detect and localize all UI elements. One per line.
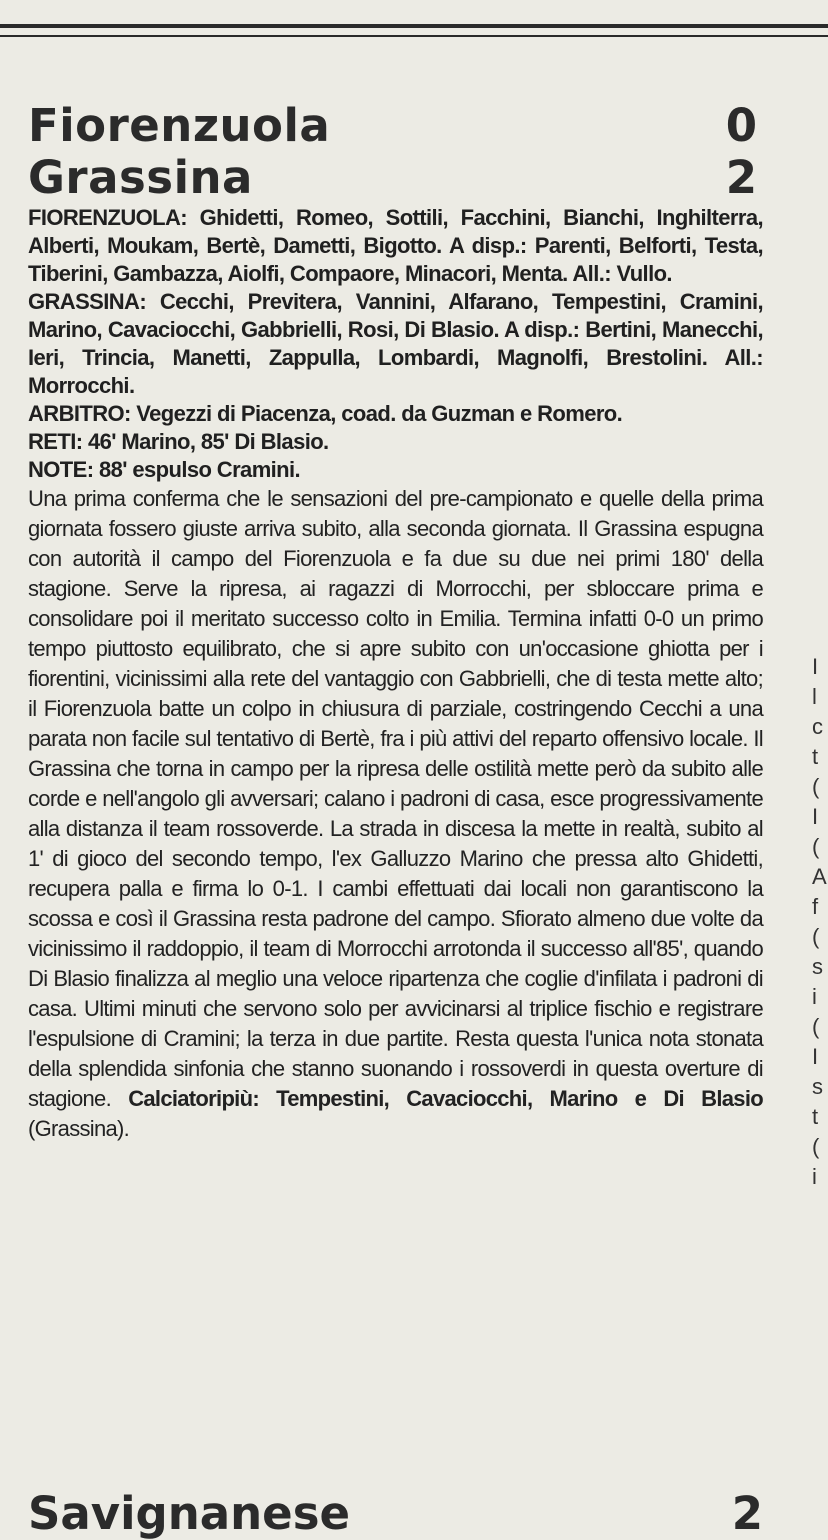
lineup-fiorenzuola: FIORENZUOLA: Ghidetti, Romeo, Sottili, Facchini, Bianchi, Inghilterra, Alberti, Moukam, Bertè, Dametti, Bigotto. A disp.: Parenti, Belforti, Testa, Tiberini, Gambazza, Aiolfi, Compaore, Minacori, Menta. All.: Vullo. <box>28 205 763 286</box>
edge-line: ( <box>812 1134 820 1159</box>
edge-line: s <box>812 1074 823 1099</box>
away-team-name: Grassina <box>28 151 253 204</box>
edge-line: A <box>812 864 827 889</box>
edge-line: t <box>812 744 819 769</box>
home-team-name: Fiorenzuola <box>28 99 331 152</box>
match-report <box>28 100 763 1144</box>
edge-line: f <box>812 894 819 919</box>
edge-line: t <box>812 1104 819 1129</box>
edge-line: c <box>812 714 823 739</box>
next-match-headline <box>28 1488 763 1540</box>
edge-line: l <box>812 684 817 709</box>
goals-line: RETI: 46' Marino, 85' Di Blasio. <box>28 429 329 454</box>
lineup-grassina: GRASSINA: Cecchi, Previtera, Vannini, Alfarano, Tempestini, Cramini, Marino, Cavaciocchi, Gabbrielli, Rosi, Di Blasio. A disp.: Bertini, Manecchi, Ieri, Trincia, Manetti, Zappulla, Lombardi, Magnolfi, Brestolini. All.: Morrocchi. <box>28 289 763 398</box>
edge-line: ( <box>812 924 820 949</box>
edge-line: ( <box>812 834 820 859</box>
next-match-team: Savignanese <box>28 1487 351 1540</box>
best-players: Calciatoripiù: Tempestini, Cavaciocchi, Marino e Di Blasio <box>128 1086 763 1111</box>
edge-line: I <box>812 804 819 829</box>
edge-line: i <box>812 1164 817 1189</box>
edge-line: i <box>812 984 817 1009</box>
edge-line: I <box>812 654 819 679</box>
best-players-team: (Grassina). <box>28 1116 130 1141</box>
article-body <box>28 484 763 1144</box>
top-rule <box>0 24 828 28</box>
edge-line: ( <box>812 1014 820 1039</box>
edge-line: I <box>812 1044 819 1069</box>
home-team-score: 0 <box>725 99 757 152</box>
article-text: Una prima conferma che le sensazioni del pre-campionato e quelle della prima giornata fossero giuste arriva subito, alla seconda giornata. Il Grassina espugna con autorità il campo del Fiorenzuola e fa due su due nei primi 180' della stagione. Serve la ripresa, ai ragazzi di Morrocchi, per sbloccare prima e consolidare poi il meritato successo colto in Emilia. Termina infatti 0-0 un primo tempo piuttosto equilibrato, che si apre subito con un'occasione ghiotta per i fiorentini, vicinissimi alla rete del vantaggio con Gabbrielli, che di testa mette alto; il Fiorenzuola batte un colpo in chiusura di parziale, costringendo Cecchi a una parata non facile sul tentativo di Bertè, fra i più attivi del reparto offensivo locale. Il Grassina che torna in campo per la ripresa delle ostilità mette però da subito alle corde e nell'angolo gli avversari; calano i padroni di casa, esce progressivamente alla distanza il team rossoverde. La strada in discesa la mette in realtà, subito al 1' di gioco del secondo tempo, l'ex Galluzzo Marino che pressa alto Ghidetti, recupera palla e firma lo 0-1. I cambi effettuati dai locali non garantiscono la scossa e così il Grassina resta padrone del campo. Sfiorato almeno due volte da vicinissimo il raddoppio, il team di Morrocchi arrotonda il successo all'85', quando Di Blasio finalizza al meglio una veloce ripartenza che coglie d'infilata i padroni di casa. Ultimi minuti che servono solo per avvicinarsi al triplice fischio e registrare l'espulsione di Cramini; la terza in due partite. Resta questa l'unica nota stonata della splendida sinfonia che stanno suonando i rossoverdi in questa overture di stagione. <box>28 486 763 1111</box>
next-match-score: 2 <box>731 1487 763 1540</box>
away-team-score: 2 <box>725 151 757 204</box>
adjacent-column-fragment <box>812 40 828 1513</box>
edge-line: ( <box>812 774 820 799</box>
away-score-row <box>28 152 763 204</box>
notes-line: NOTE: 88' espulso Cramini. <box>28 457 301 482</box>
top-rule-thin <box>0 35 828 37</box>
edge-line: s <box>812 954 823 979</box>
referee-line: ARBITRO: Vegezzi di Piacenza, coad. da Guzman e Romero. <box>28 401 623 426</box>
home-score-row <box>28 100 763 152</box>
